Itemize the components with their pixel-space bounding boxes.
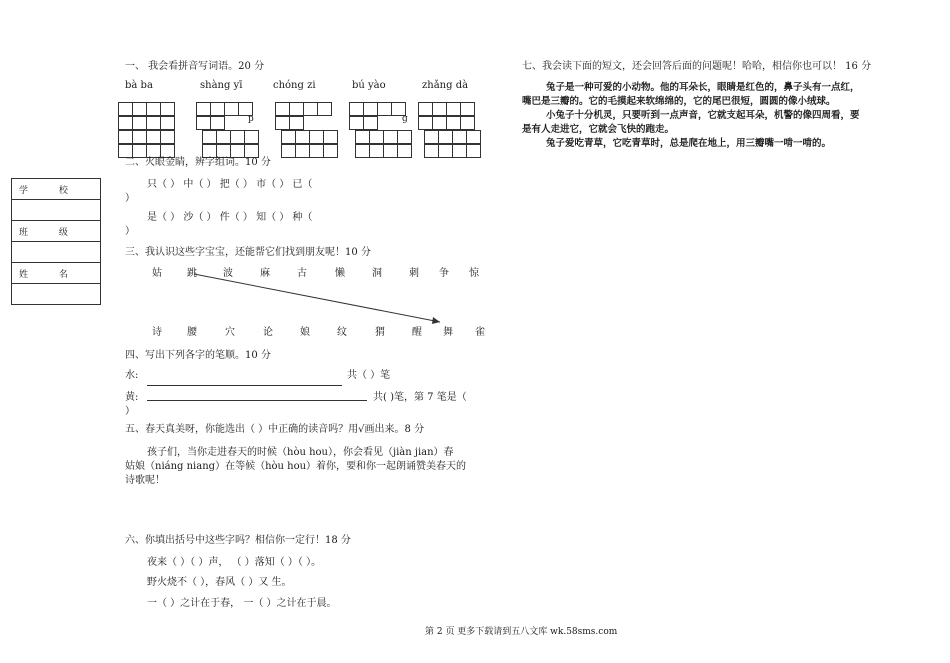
q4-row1-count: 共（ ）笔 xyxy=(347,370,391,381)
char-bottom[interactable]: 腰 xyxy=(187,327,197,338)
q5-line2: 姑娘（niáng niang）在等候（hòu hou）着你，要和你一起朗诵赞美春天的 xyxy=(125,461,467,472)
pinyin-3: chóng zi xyxy=(273,80,316,91)
char-top[interactable]: 麻 xyxy=(260,268,270,279)
q2-row2: 是（ ） 沙（ ） 件（ ） 知（ ） 种（ xyxy=(147,212,313,223)
char-top[interactable]: 刺 xyxy=(409,268,419,279)
char-top[interactable]: 惊 xyxy=(469,268,479,279)
pinyin-2: shàng yī xyxy=(200,80,243,91)
char-bottom[interactable]: 舞 xyxy=(443,327,453,338)
q4-row2-tail: ） xyxy=(125,406,135,417)
char-bottom[interactable]: 醒 xyxy=(412,327,422,338)
pinyin-5: zhǎng dà xyxy=(422,80,469,91)
q7-paragraph-2b: 是有人走进它，它就会飞快的跑走。 xyxy=(522,124,675,135)
q7-title: 七、我会读下面的短文，还会回答后面的问题呢！哈哈，相信你也可以！ 16 分 xyxy=(522,61,872,72)
stroke-order-line[interactable] xyxy=(147,400,367,401)
page-footer: 第 2 页 更多下载请到五八文库 wk.58sms.com xyxy=(425,627,618,637)
char-top[interactable]: 姑 xyxy=(152,268,162,279)
q1-title: 一、 我会看拼音写词语。20 分 xyxy=(125,61,265,72)
q6-line1: 夜来（ ）（ ）声， （ ）落知（ ）（ ）。 xyxy=(147,557,322,568)
stroke-order-line[interactable] xyxy=(147,385,342,386)
q6-title: 六、你填出括号中这些字吗？相信你一定行！18 分 xyxy=(125,535,351,546)
char-bottom[interactable]: 雀 xyxy=(475,327,485,338)
pinyin-1: bà ba xyxy=(125,80,153,91)
q7-paragraph-2a: 小兔子十分机灵，只要听到一点声音，它就支起耳朵，机警的像四周看，要 xyxy=(546,110,860,121)
char-top[interactable]: 波 xyxy=(223,268,233,279)
pinyin-4: bú yào xyxy=(352,80,386,91)
q5-line3: 诗歌呢！ xyxy=(125,475,165,486)
q4-title: 四、写出下列各字的笔顺。10 分 xyxy=(125,350,271,361)
q3-bottom-row xyxy=(147,323,487,337)
q4-row2-label: 黄: xyxy=(125,392,139,403)
q2-row1: 只（ ） 中（ ） 把（ ） 市（ ） 已（ xyxy=(147,179,313,190)
char-bottom[interactable]: 纹 xyxy=(337,327,347,338)
q6-line2: 野火烧不（ ），春风（ ）又 生。 xyxy=(147,577,292,588)
q6-line3: 一（ ）之计在于春， 一（ ）之计在于晨。 xyxy=(147,598,337,609)
info-label: 姓 名 xyxy=(19,270,82,280)
char-bottom[interactable]: 娘 xyxy=(300,327,310,338)
char-bottom[interactable]: 猬 xyxy=(375,327,385,338)
stray-letter: p xyxy=(248,114,254,124)
char-bottom[interactable]: 论 xyxy=(263,327,273,338)
q5-title: 五、春天真美呀，你能选出（ ）中正确的读音吗？用√画出来。8 分 xyxy=(125,424,425,435)
q4-row1-label: 水: xyxy=(125,370,139,381)
q7-paragraph-3: 兔子爱吃青草，它吃青草时，总是爬在地上，用三瓣嘴一啃一啃的。 xyxy=(546,138,832,149)
q7-paragraph-1a: 兔子是一种可爱的小动物。他的耳朵长，眼睛是红色的，鼻子头有一点红， xyxy=(546,82,860,93)
char-top[interactable]: 洞 xyxy=(372,268,382,279)
q3-title: 三、我认识这些字宝宝，还能帮它们找到朋友呢！10 分 xyxy=(125,247,371,258)
info-label: 学 校 xyxy=(19,186,82,196)
char-bottom[interactable]: 穴 xyxy=(225,327,235,338)
q5-line1: 孩子们，当你走进春天的时候（hòu hou），你会看见（jiàn jian）春 xyxy=(147,447,454,458)
q2-title: 二、火眼金睛，辨字组词。10 分 xyxy=(125,157,271,168)
stray-letter: g xyxy=(402,114,408,124)
char-top[interactable]: 争 xyxy=(439,268,449,279)
char-top[interactable]: 懒 xyxy=(335,268,345,279)
q7-paragraph-1b: 嘴巴是三瓣的。它的毛摸起来软绵绵的，它的尾巴很短，圆圆的像小绒球。 xyxy=(522,96,836,107)
q4-row2-count: 共( )笔，第 7 笔是（ xyxy=(373,392,467,403)
q2-row2-tail: ） xyxy=(125,226,135,237)
char-top[interactable]: 跳 xyxy=(187,268,197,279)
info-label: 班 级 xyxy=(19,228,82,238)
char-top[interactable]: 古 xyxy=(297,268,307,279)
q2-row1-tail: ） xyxy=(125,193,135,204)
char-bottom[interactable]: 诗 xyxy=(152,327,162,338)
